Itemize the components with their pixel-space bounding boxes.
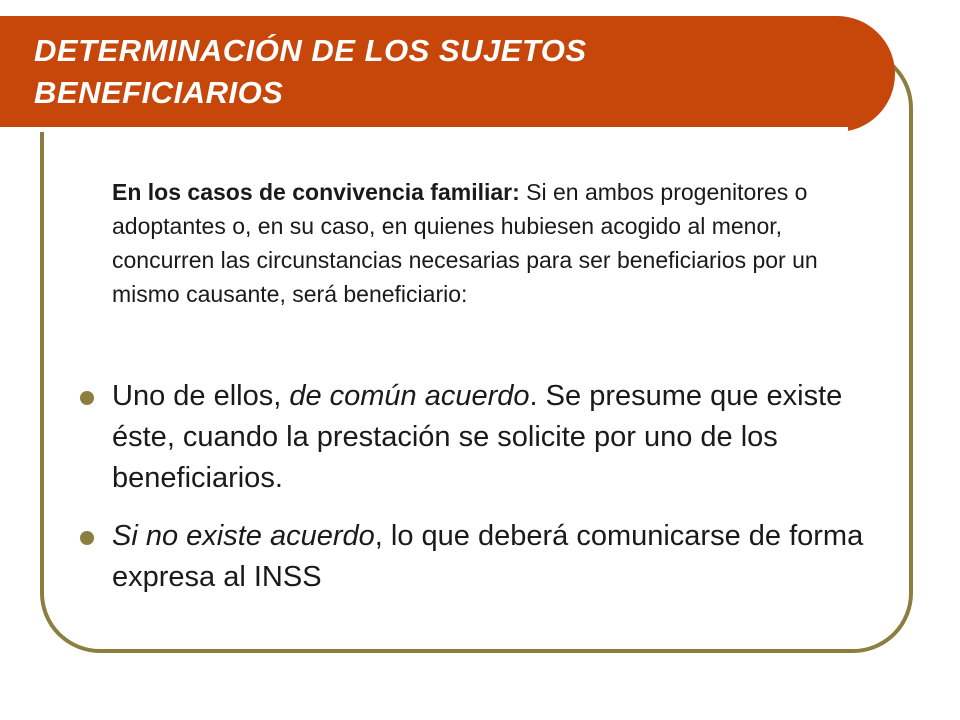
bullet-text-after: , lo que deberá comunicarse de forma expresa al INSS: [112, 520, 864, 593]
bullet-item-common-agreement: [80, 376, 880, 499]
intro-paragraph: [112, 175, 872, 311]
title-underline: [0, 127, 848, 132]
bullet-text-after: . Se presume que existe éste, cuando la prestación se solicite por uno de los beneficiarios.: [112, 380, 843, 494]
bullet-text-emphasis: de común acuerdo: [289, 380, 530, 412]
bullet-item-no-agreement: [80, 516, 880, 598]
intro-text: Si en ambos progenitores o adoptantes o, en su caso, en quienes hubiesen acogido al menor, concurren las circunstancias necesarias para ser beneficiarios por un mismo causante, será beneficiario:: [112, 179, 818, 307]
bullet-text-emphasis: Si no existe acuerdo: [112, 520, 375, 552]
bullet-list: [80, 376, 880, 615]
bullet-dot-icon: [80, 391, 94, 405]
bullet-text-before: Uno de ellos,: [112, 380, 290, 412]
page-title: DETERMINACIÓN DE LOS SUJETOS BENEFICIARIOS: [34, 33, 587, 110]
bullet-dot-icon: [80, 531, 94, 545]
intro-lead: En los casos de convivencia familiar:: [112, 179, 520, 205]
